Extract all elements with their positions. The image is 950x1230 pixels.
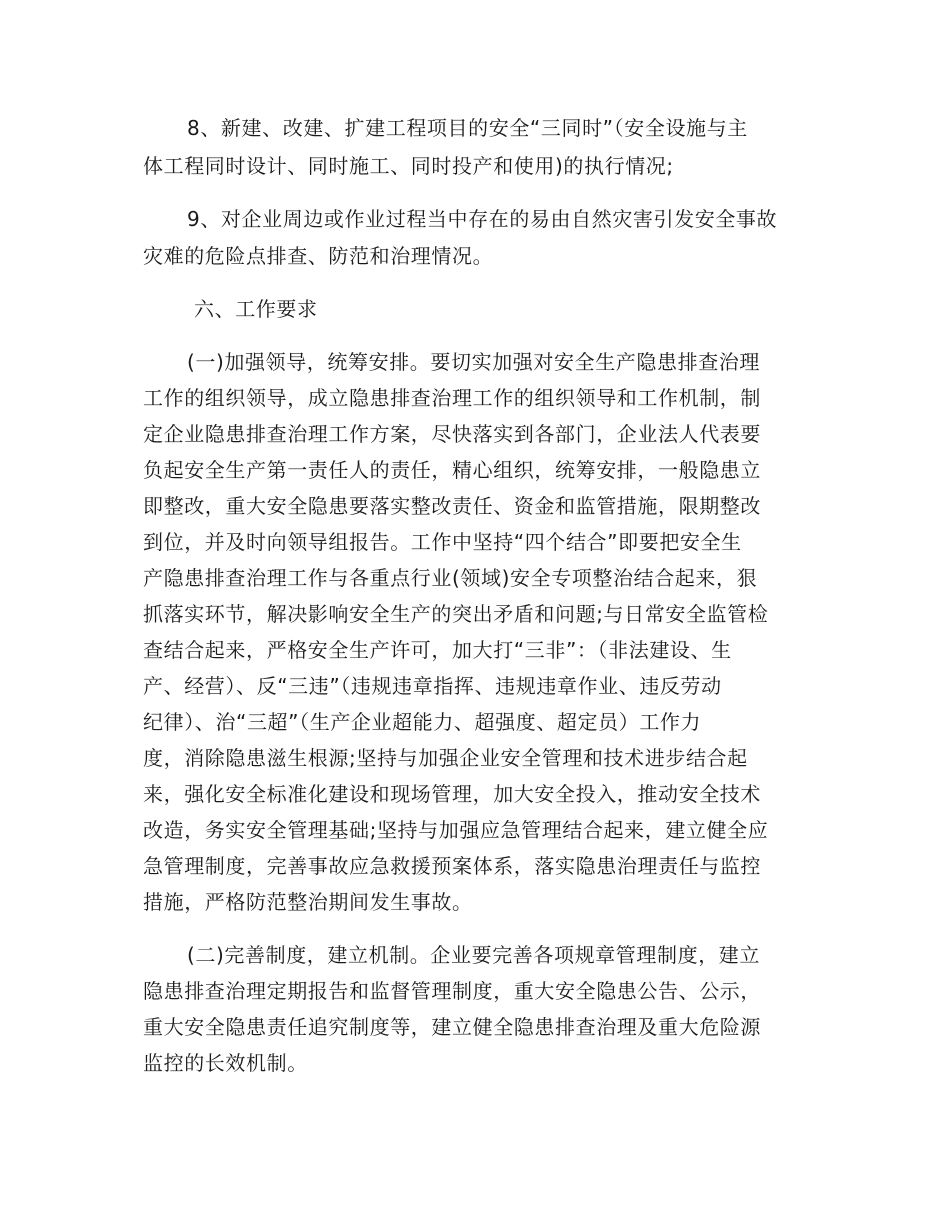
paragraph-8-line-2: 体工程同时设计、同时施工、同时投产和使用)的执行情况; (143, 154, 674, 178)
paragraph-1-line-15: 急管理制度，完善事故应急救援预案体系，落实隐患治理责任与监控 (143, 854, 761, 878)
paragraph-1-line-1: (一)加强领导，统筹安排。要切实加强对安全生产隐患排查治理 (187, 350, 761, 374)
paragraph-9-line-1: 9、对企业周边或作业过程当中存在的易由自然灾害引发安全事故 (187, 207, 778, 231)
paragraph-1-line-5: 即整改，重大安全隐患要落实整改责任、资金和监管措施，限期整改 (143, 494, 761, 518)
paragraph-1-line-6: 到位，并及时向领导组报告。工作中坚持“四个结合”即要把安全生 (143, 530, 742, 554)
paragraph-1-line-8: 抓落实环节，解决影响安全生产的突出矛盾和问题;与日常安全监管检 (143, 602, 769, 626)
paragraph-1-line-4: 负起安全生产第一责任人的责任，精心组织，统筹安排，一般隐患立 (143, 458, 761, 482)
paragraph-1-line-10: 产、经营）、反“三违”（违规违章指挥、违规违章作业、违反劳动 (143, 674, 722, 698)
paragraph-8-line-1: 8、新建、改建、扩建工程项目的安全“三同时”（安全设施与主 (187, 116, 748, 140)
paragraph-2-line-3: 重大安全隐患责任追究制度等，建立健全隐患排查治理及重大危险源 (143, 1015, 761, 1039)
paragraph-1-line-16: 措施，严格防范整治期间发生事故。 (143, 890, 473, 914)
paragraph-1-line-3: 定企业隐患排查治理工作方案，尽快落实到各部门，企业法人代表要 (143, 422, 761, 446)
paragraph-2-line-1: (二)完善制度，建立机制。企业要完善各项规章管理制度，建立 (187, 943, 761, 967)
paragraph-1-line-14: 改造，务实安全管理基础;坚持与加强应急管理结合起来，建立健全应 (143, 818, 769, 842)
paragraph-1-line-7: 产隐患排查治理工作与各重点行业(领域)安全专项整治结合起来，狠 (143, 566, 758, 590)
section-heading: 六、工作要求 (194, 297, 318, 321)
paragraph-1-line-9: 查结合起来，严格安全生产许可，加大打“三非”：（非法建设、生 (143, 638, 732, 662)
paragraph-1-line-12: 度，消除隐患滋生根源;坚持与加强企业安全管理和技术进步结合起 (143, 746, 748, 770)
paragraph-2-line-4: 监控的长效机制。 (143, 1051, 308, 1075)
paragraph-9-line-2: 灾难的危险点排查、防范和治理情况。 (143, 244, 494, 268)
paragraph-1-line-11: 纪律）、治“三超”（生产企业超能力、超强度、超定员）工作力 (143, 710, 702, 734)
paragraph-1-line-2: 工作的组织领导，成立隐患排查治理工作的组织领导和工作机制，制 (143, 386, 761, 410)
paragraph-2-line-2: 隐患排查治理定期报告和监督管理制度，重大安全隐患公告、公示， (143, 979, 761, 1003)
paragraph-1-line-13: 来，强化安全标准化建设和现场管理，加大安全投入，推动安全技术 (143, 782, 761, 806)
